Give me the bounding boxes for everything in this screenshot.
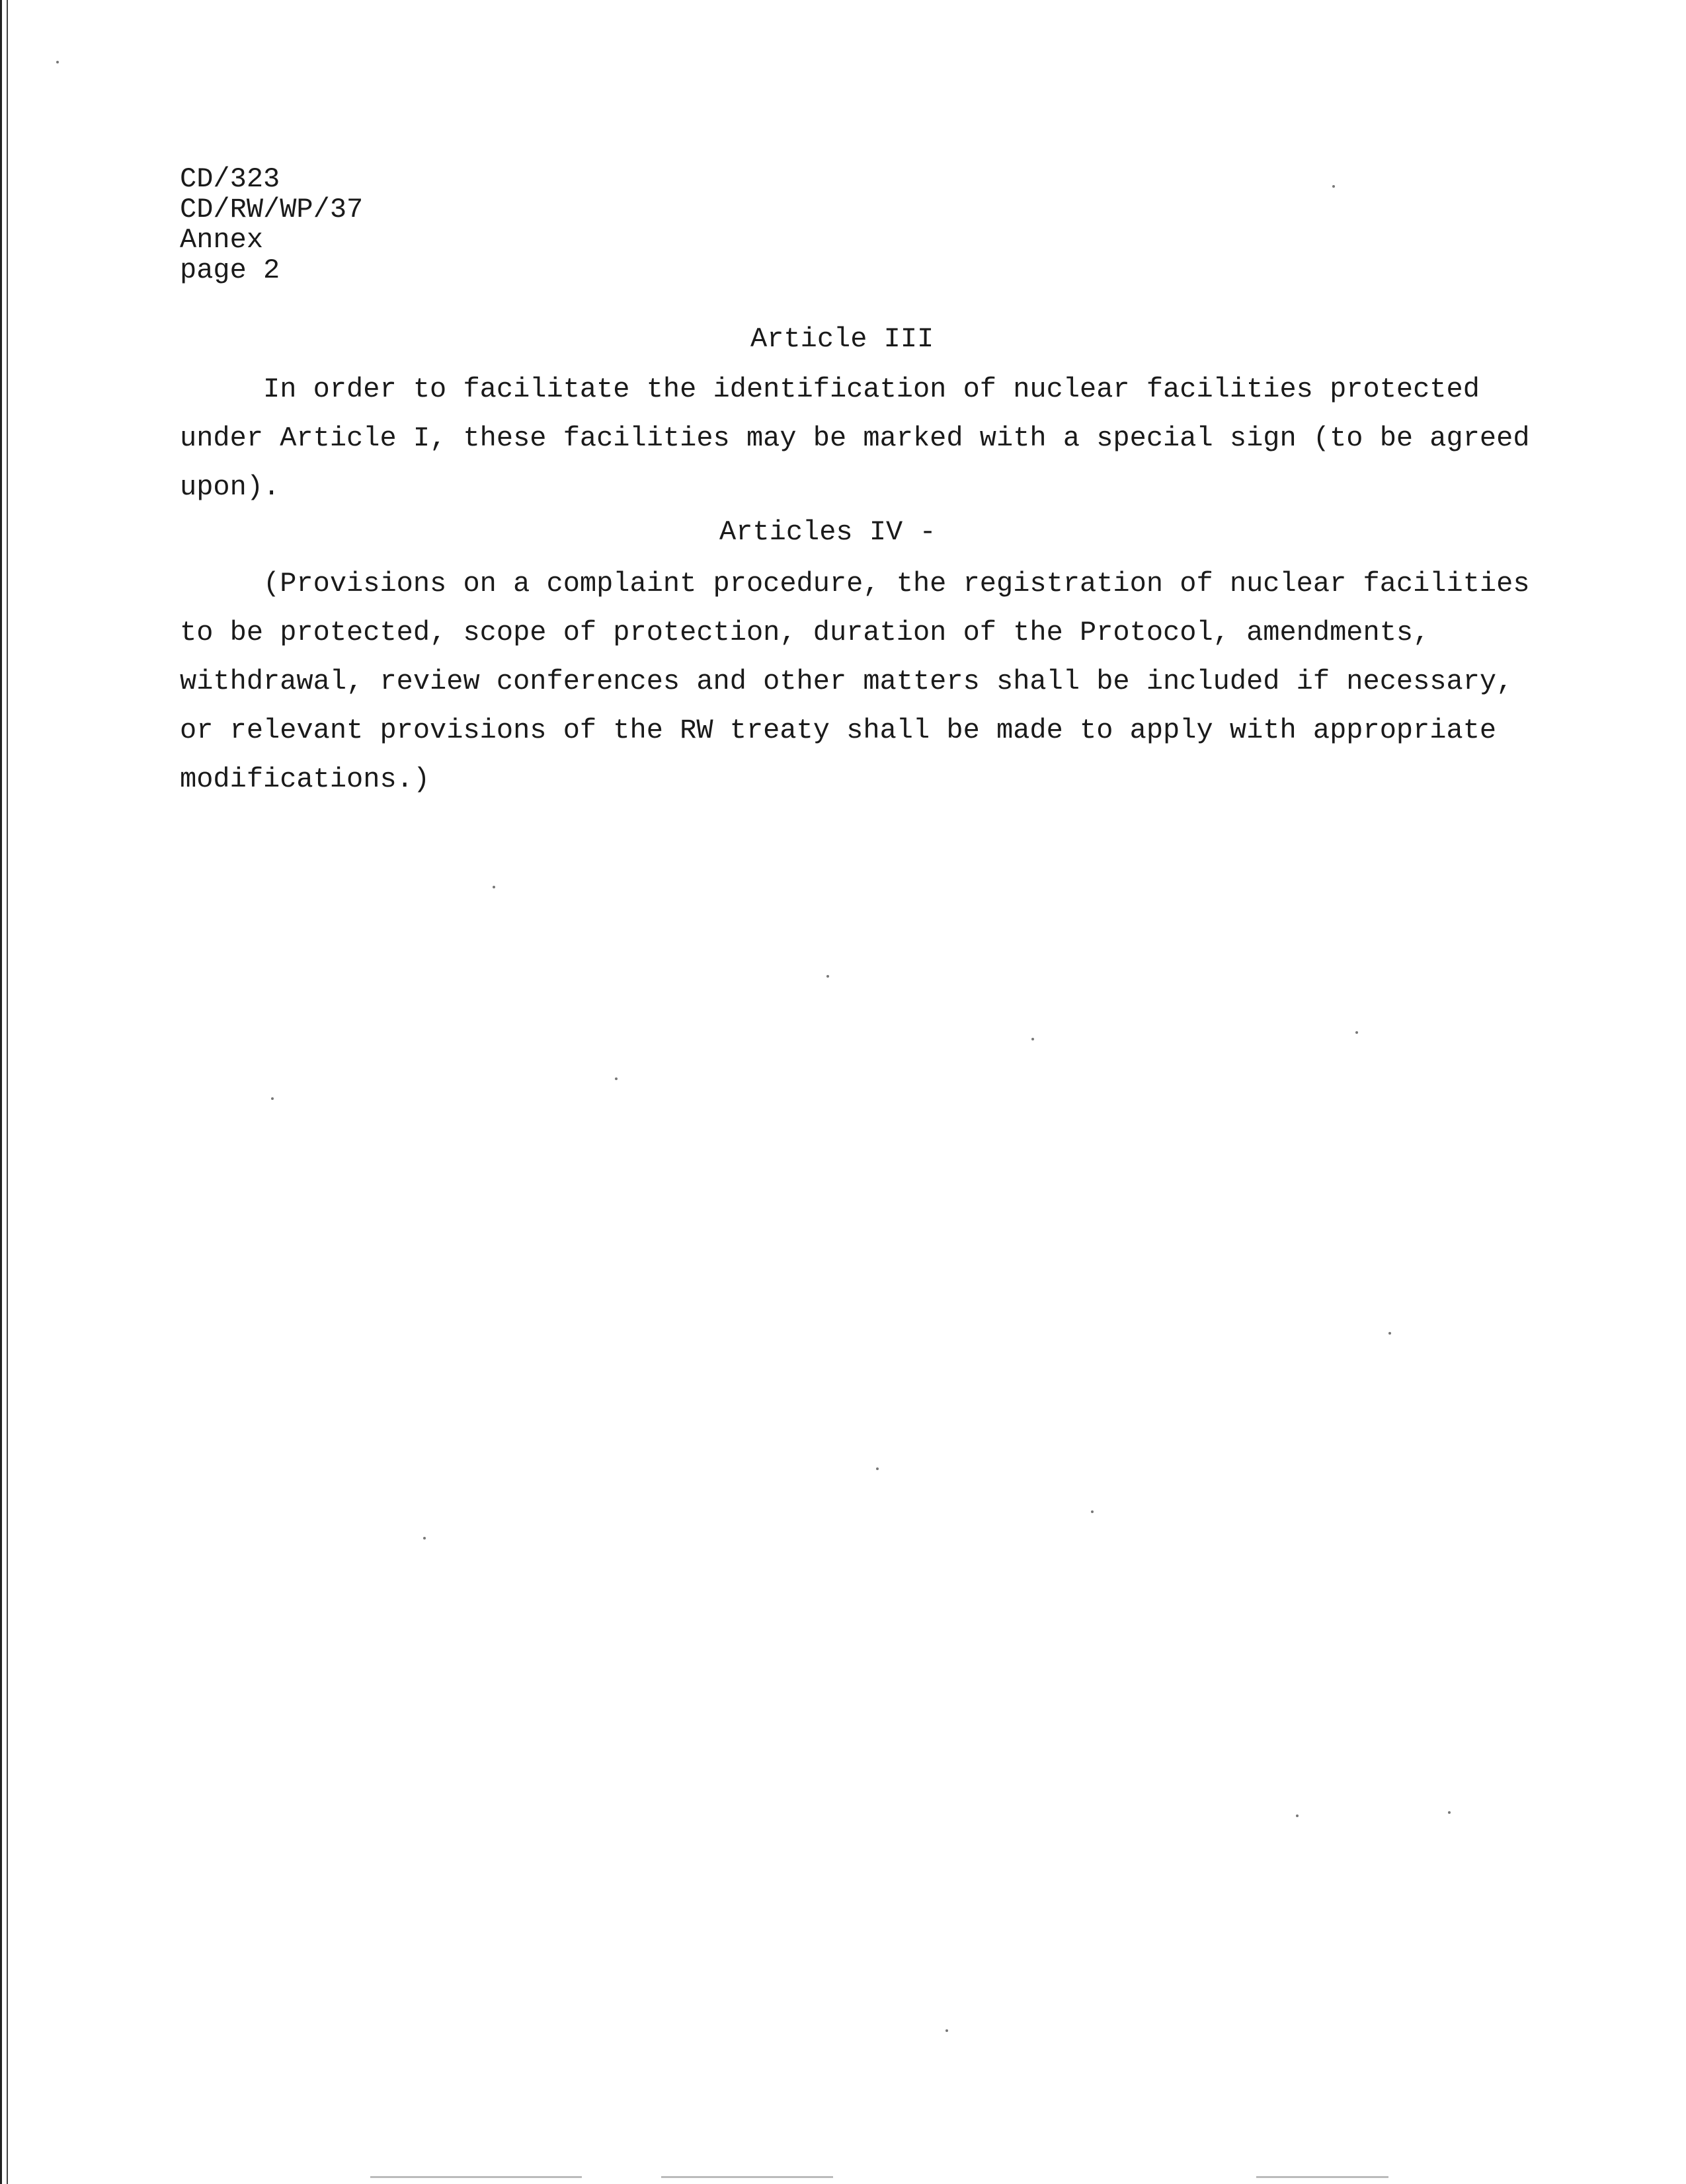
scan-speck <box>615 1077 618 1080</box>
scan-speck <box>423 1537 426 1540</box>
scan-edge-line <box>370 2176 582 2178</box>
document-reference-block <box>180 164 363 286</box>
scan-speck <box>876 1467 879 1470</box>
scan-speck <box>1091 1510 1094 1513</box>
scan-speck <box>493 886 495 888</box>
paragraph-line: under Article I, these facilities may be marked with a special sign (to be agreed <box>180 422 1530 454</box>
paragraph-line: withdrawal, review conferences and other matters shall be included if necessary, <box>180 666 1513 697</box>
scan-speck <box>271 1097 274 1100</box>
article-4-paragraph <box>180 559 1530 804</box>
scan-edge-line <box>1256 2176 1388 2178</box>
scan-speck <box>1448 1811 1451 1814</box>
scan-speck <box>1296 1814 1299 1817</box>
article-4-heading: Articles IV - <box>719 516 936 548</box>
article-3-paragraph <box>180 365 1530 512</box>
scan-speck <box>56 61 59 63</box>
scan-edge-line <box>7 0 8 2184</box>
document-symbol: CD/323 <box>180 163 280 195</box>
annex-label: Annex <box>180 224 264 256</box>
document-sub-symbol: CD/RW/WP/37 <box>180 194 364 225</box>
article-3-heading: Article III <box>750 323 934 355</box>
paragraph-line: modifications.) <box>180 763 430 795</box>
scan-speck <box>1031 1038 1034 1040</box>
paragraph-line: upon). <box>180 471 280 503</box>
scan-speck <box>826 975 829 978</box>
scan-speck <box>1332 185 1335 188</box>
paragraph-line: to be protected, scope of protection, duration of the Protocol, amendments, <box>180 617 1430 648</box>
scan-speck <box>945 2029 948 2032</box>
scan-speck <box>1355 1031 1358 1034</box>
paragraph-line: or relevant provisions of the RW treaty shall be made to apply with appropriate <box>180 715 1497 746</box>
scan-speck <box>1388 1332 1391 1335</box>
scan-edge-line <box>661 2176 833 2178</box>
page-number: page 2 <box>180 254 280 286</box>
scan-edge-line <box>0 0 2 2184</box>
paragraph-line: (Provisions on a complaint procedure, the registration of nuclear facilities <box>180 568 1530 600</box>
paragraph-line: In order to facilitate the identification of nuclear facilities protected <box>180 373 1480 405</box>
